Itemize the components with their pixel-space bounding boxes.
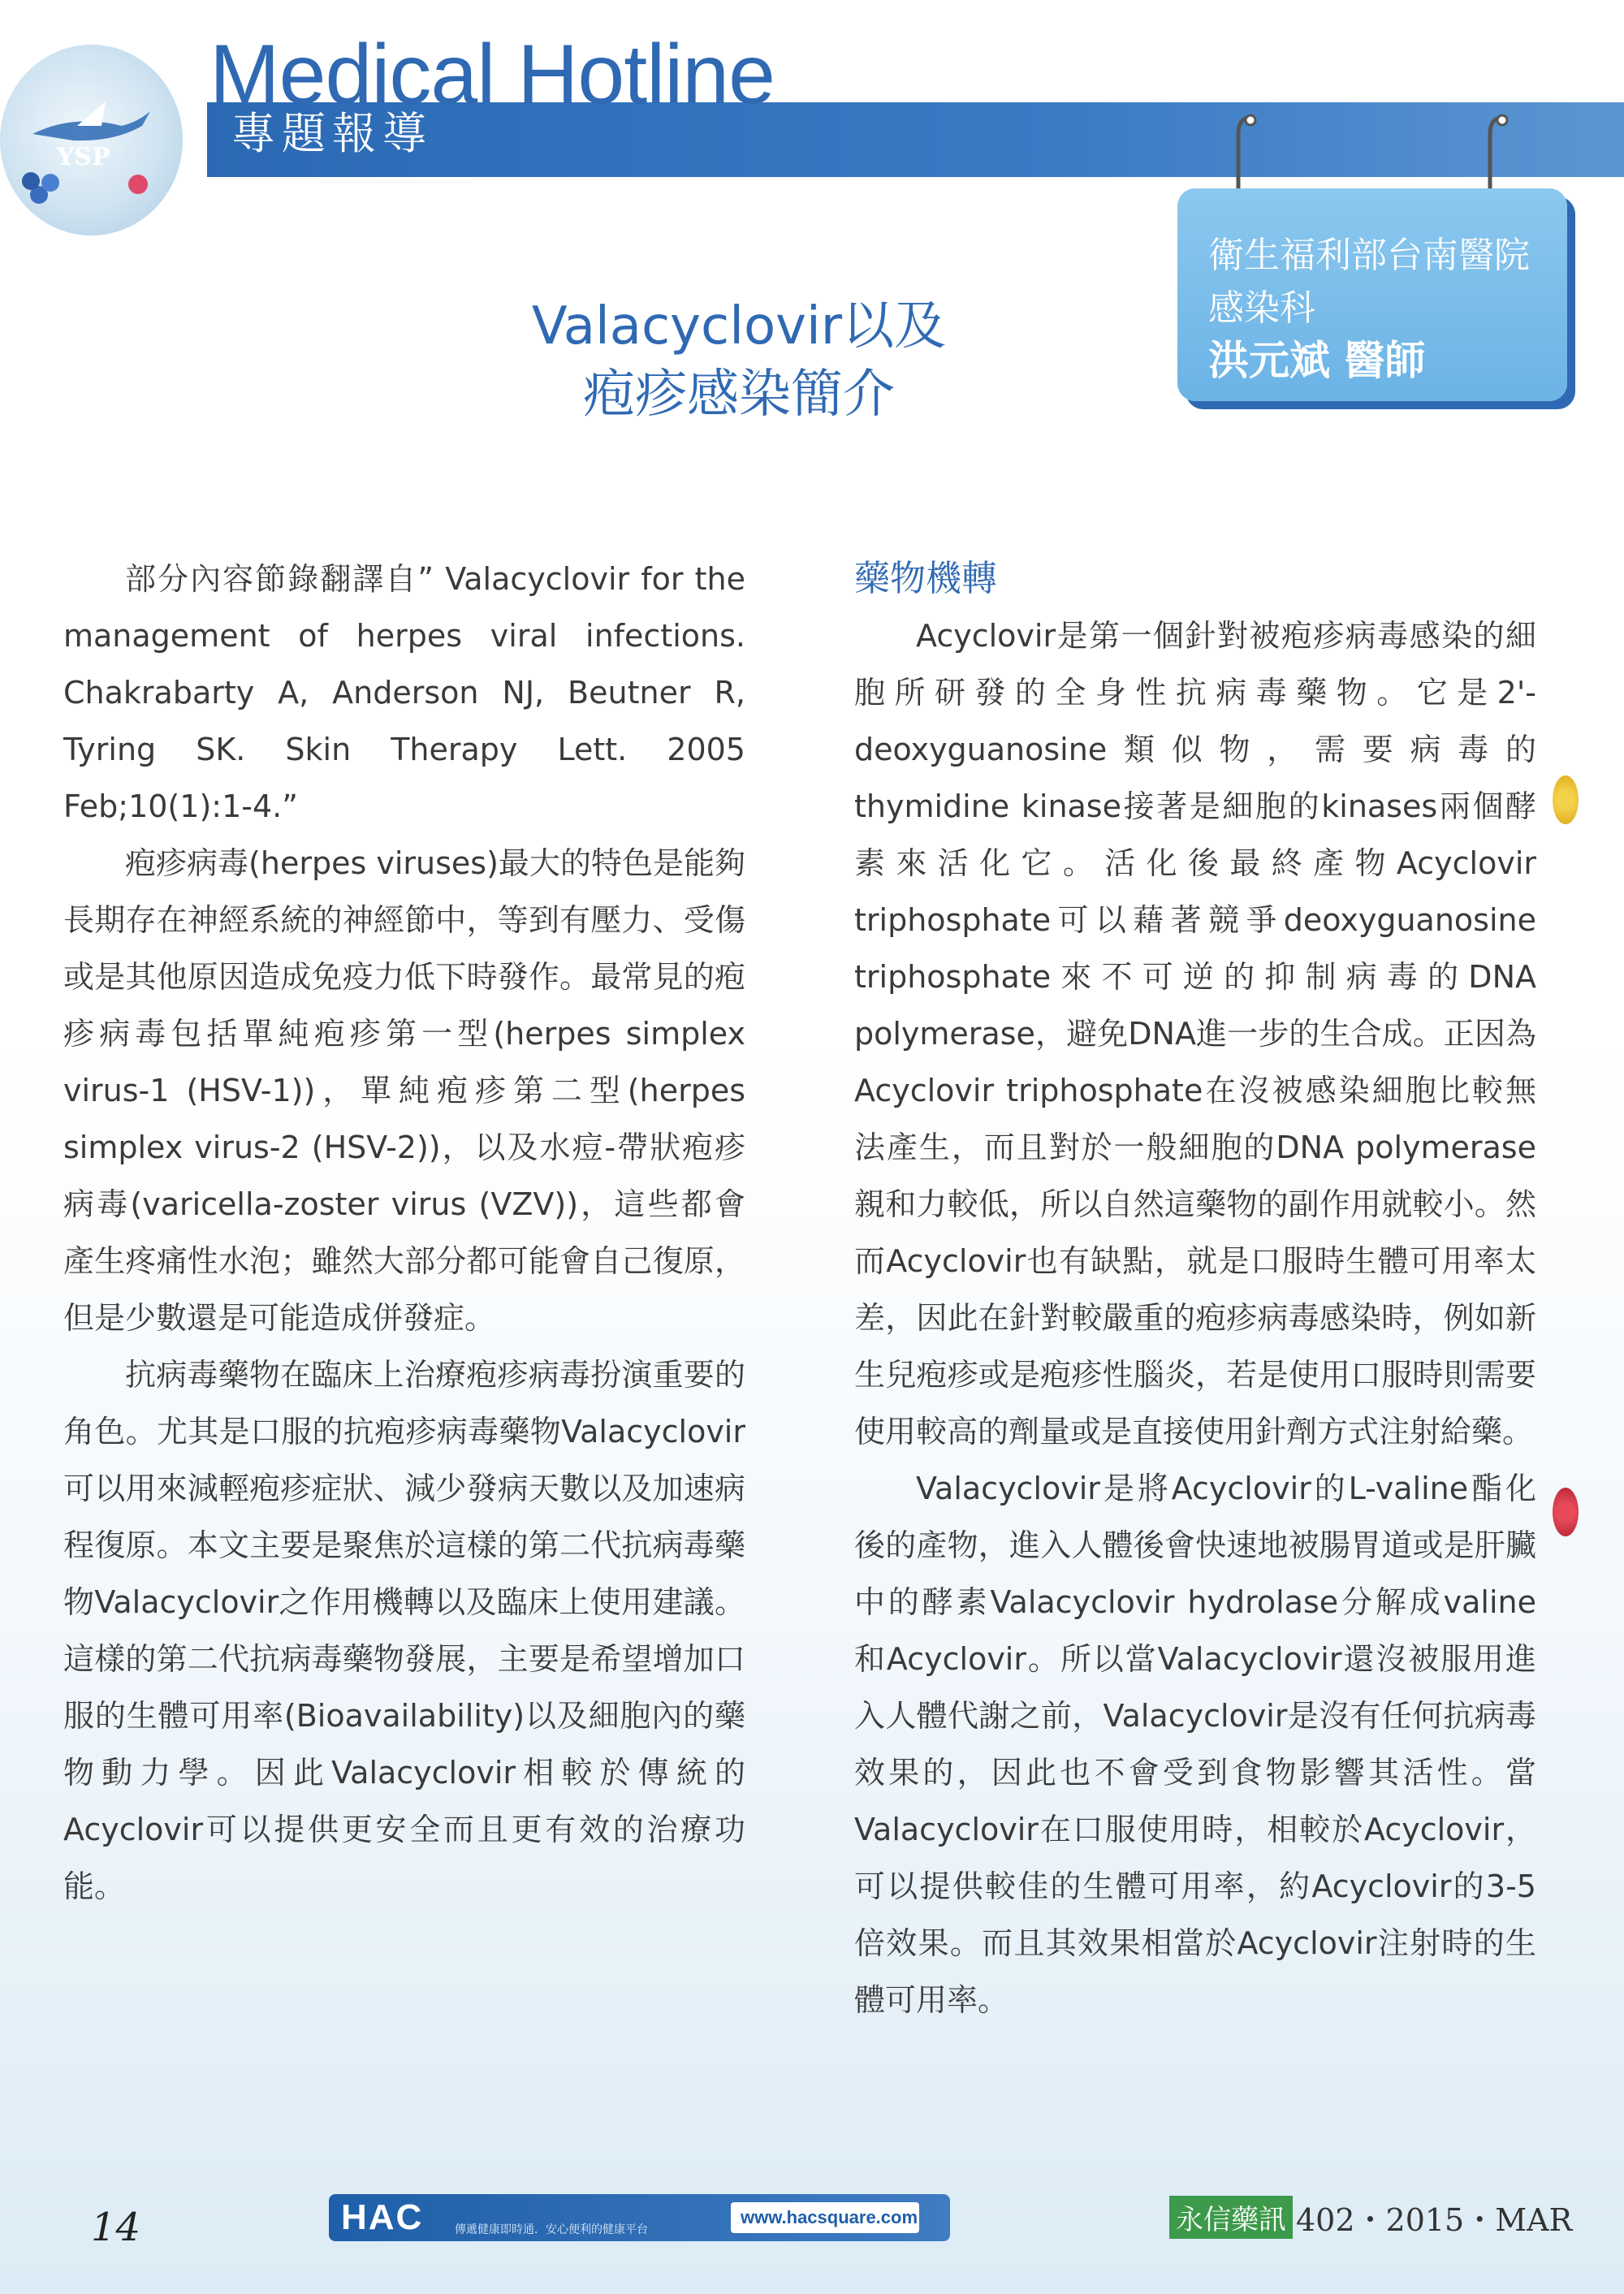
left-column [63, 551, 745, 1915]
issue-info [1169, 2197, 1572, 2237]
paragraph-acyclovir: Acyclovir是第一個針對被疱疹病毒感染的細胞所研發的全身性抗病毒藥物。它是2'-deoxyguanosine類似物，需要病毒的thymidine kinase接著是細胞的kinases兩個酵素來活化它。活化後最終產物Acyclovir triphosphate可以藉著競爭deoxyguanosine triphosphate來不可逆的抑制病毒的DNA polymerase，避免DNA進一步的生合成。正因為Acyclovir triphosphate在沒被感染細胞比較無法產生，而且對於一般細胞的DNA polymerase親和力較低，所以自然這藥物的副作用就較小。然而Acyclovir也有缺點，就是口服時生體可用率太差，因此在針對較嚴重的疱疹病毒感染時，例如新生兒疱疹或是疱疹性腦炎，若是使用口服時則需要使用較高的劑量或是直接使用針劑方式注射給藥。 [854, 618, 1536, 1449]
article-title-line-1: Valacyclovir以及 [531, 296, 947, 356]
hac-logo: HAC [341, 2197, 424, 2237]
ysp-logo [0, 45, 183, 235]
article-title [455, 292, 1023, 429]
paragraph-herpes-viruses: 疱疹病毒(herpes viruses)最大的特色是能夠長期存在神經系統的神經節中，等到有壓力、受傷或是其他原因造成免疫力低下時發作。最常見的疱疹病毒包括單純疱疹第一型(herpes simplex virus-1 (HSV-1))，單純疱疹第二型(herpes simplex virus-2 (HSV-2))，以及水痘-帶狀疱疹病毒(varicella-zoster virus (VZV))，這些都會產生疼痛性水泡；雖然大部分都可能會自己復原，但是少數還是可能造成併發症。 [63, 845, 745, 1336]
section-heading: 藥物機轉 [854, 558, 997, 599]
author-name: 洪元斌 醫師 [1208, 337, 1426, 384]
article-title-line-2: 疱疹感染簡介 [583, 365, 895, 425]
logo-graphic-icon [0, 45, 183, 235]
edge-badge-yellow-icon [1553, 775, 1579, 824]
author-department: 感染科 [1208, 287, 1315, 329]
issue-brand: 永信藥訊 [1169, 2196, 1293, 2239]
magazine-title: Medical Hotline [209, 28, 775, 122]
author-card [1177, 188, 1567, 401]
author-organization: 衛生福利部台南醫院 [1208, 235, 1530, 276]
logo-text: YSP [57, 143, 110, 171]
hac-tagline: 傳遞健康即時通．安心便利的健康平台 [455, 2223, 648, 2236]
page-number: 14 [91, 2205, 141, 2250]
paragraph-antiviral-drugs: 抗病毒藥物在臨床上治療疱疹病毒扮演重要的角色。尤其是口服的抗疱疹病毒藥物Valacyclovir 可以用來減輕疱疹症狀、減少發病天數以及加速病程復原。本文主要是聚焦於這樣的第二代抗病毒藥物Valacyclovir之作用機轉以及臨床上使用建議。這樣的第二代抗病毒藥物發展，主要是希望增加口服的生體可用率(Bioavailability)以及細胞內的藥物動力學。因此Valacyclovir相較於傳統的Acyclovir可以提供更安全而且更有效的治療功能。 [63, 1357, 745, 1904]
right-column [854, 551, 1536, 2028]
source-citation: 部分內容節錄翻譯自” Valacyclovir for the management of herpes viral infections. Chakrabarty A, Anderson NJ, Beutner R, Tyring SK. Skin Therapy Lett. 2005 Feb;10(1):1-4.” [63, 561, 745, 824]
paragraph-valacyclovir: Valacyclovir是將Acyclovir的L-valine酯化後的產物，進入人體後會快速地被腸胃道或是肝臟中的酵素Valacyclovir hydrolase分解成valine和Acyclovir。所以當Valacyclovir還沒被服用進入人體代謝之前，Valacyclovir是沒有任何抗病毒效果的，因此也不會受到食物影響其活性。當Valacyclovir在口服使用時，相較於Acyclovir，可以提供較佳的生體可用率，約Acyclovir的3-5倍效果。而且其效果相當於Acyclovir注射時的生體可用率。 [854, 1471, 1536, 2018]
hac-url-link[interactable]: www.hacsquare.com [741, 2207, 918, 2227]
edge-badge-red-icon [1553, 1488, 1579, 1536]
section-label: 專題報導 [231, 108, 433, 159]
issue-number-date: 402・2015・MAR [1296, 2201, 1573, 2238]
